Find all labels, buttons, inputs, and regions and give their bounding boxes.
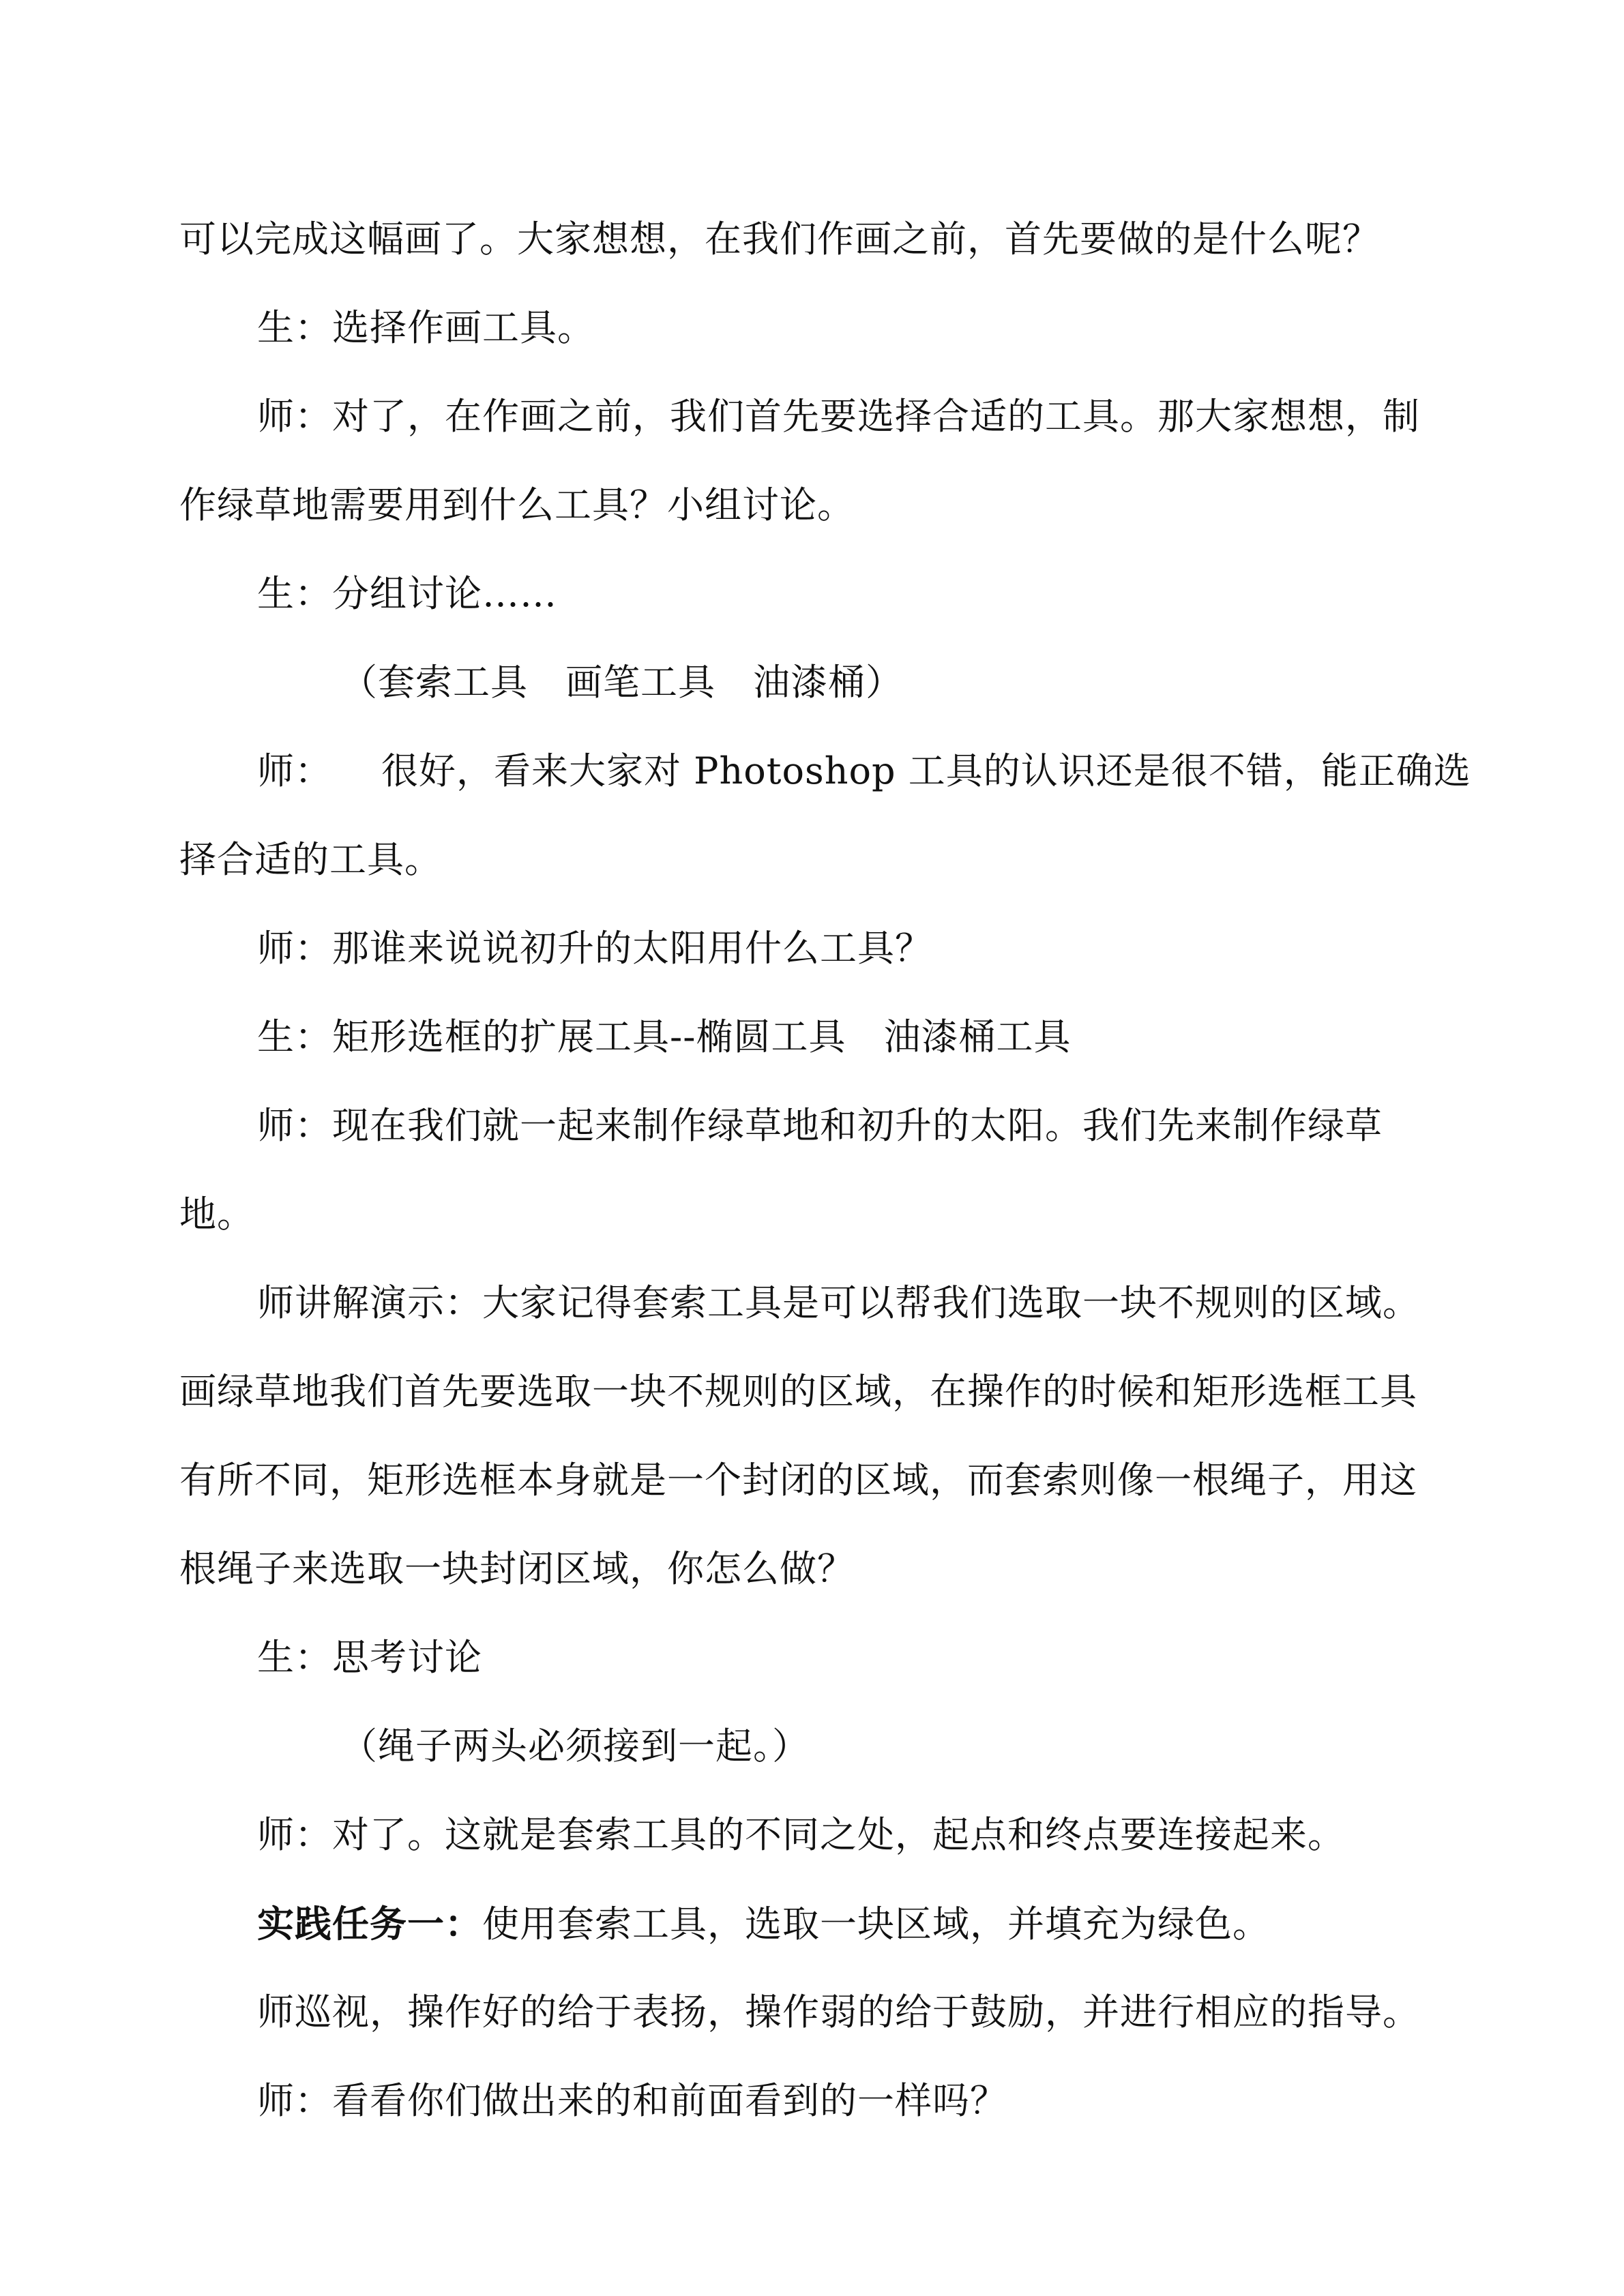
paragraph-line: （套索工具 画笔工具 油漆桶） — [340, 661, 903, 704]
paragraph-line: 生：矩形选框的扩展工具--椭圆工具 油漆桶工具 — [257, 1015, 1072, 1058]
paragraph-line: 地。 — [179, 1193, 254, 1236]
paragraph-line: 师：对了，在作画之前，我们首先要选择合适的工具。那大家想想，制 — [257, 395, 1420, 438]
paragraph-line — [179, 727, 1471, 816]
paragraph-line: 作绿草地需要用到什么工具？小组讨论。 — [179, 483, 855, 526]
paragraph-line: 生：选择作画工具。 — [257, 306, 595, 349]
line-text: 很好，看来大家对 Photoshop 工具的认识还是很不错，能正确选 — [381, 749, 1471, 792]
paragraph-line: 师：对了。这就是套索工具的不同之处，起点和终点要连接起来。 — [257, 1813, 1345, 1856]
paragraph-line: （绳子两头必须接到一起。） — [340, 1725, 810, 1768]
paragraph-line: 生：分组讨论…… — [257, 572, 557, 615]
paragraph-line: 根绳子来选取一块封闭区域，你怎么做？ — [179, 1547, 855, 1590]
document-body — [179, 195, 1471, 2145]
paragraph-line: 师：那谁来说说初升的太阳用什么工具？ — [257, 927, 932, 970]
task-label: 实践任务一： — [257, 1902, 482, 1945]
paragraph-line: 师：看看你们做出来的和前面看到的一样吗？ — [257, 2079, 1007, 2122]
speaker-prefix: 师： — [257, 749, 332, 792]
paragraph-line: 师：现在我们就一起来制作绿草地和初升的太阳。我们先来制作绿草 — [257, 1104, 1383, 1147]
paragraph-line: 师讲解演示：大家记得套索工具是可以帮我们选取一块不规则的区域。 — [257, 1281, 1420, 1324]
paragraph-line: 有所不同，矩形选框本身就是一个封闭的区域，而套索则像一根绳子，用这 — [179, 1459, 1417, 1502]
task-text: 使用套索工具，选取一块区域，并填充为绿色。 — [482, 1903, 1270, 1945]
paragraph-line: 可以完成这幅画了。大家想想，在我们作画之前，首先要做的是什么呢？ — [179, 218, 1380, 260]
paragraph-line: 师巡视，操作好的给于表扬，操作弱的给于鼓励，并进行相应的指导。 — [257, 1991, 1420, 2033]
task-line — [179, 1879, 1455, 1968]
paragraph-line: 生：思考讨论 — [257, 1636, 482, 1679]
paragraph-line: 画绿草地我们首先要选取一块不规则的区域，在操作的时候和矩形选框工具 — [179, 1370, 1417, 1413]
paragraph-line: 择合适的工具。 — [179, 838, 442, 881]
